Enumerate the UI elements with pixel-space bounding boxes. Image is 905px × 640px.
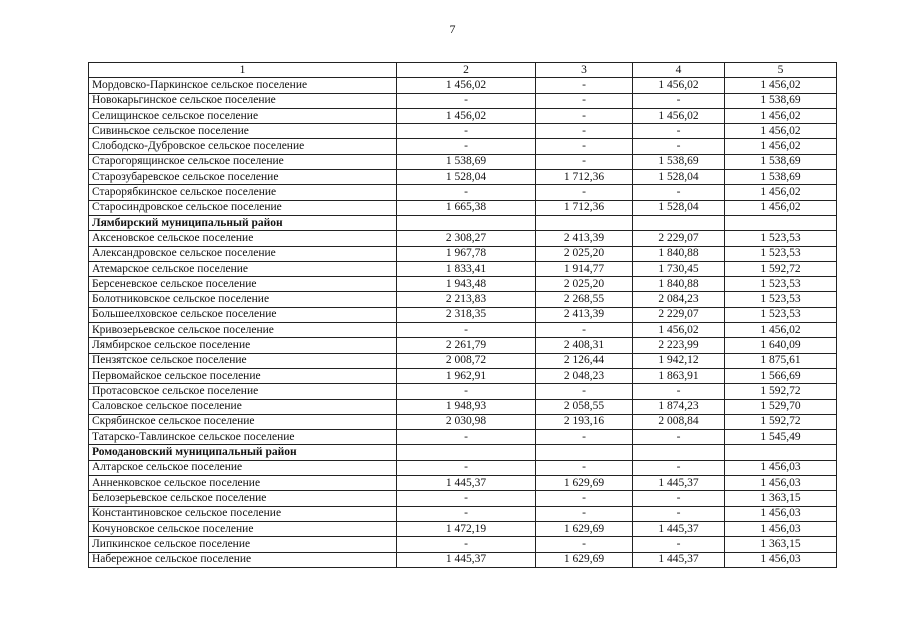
value-cell: 1 528,04 xyxy=(633,200,725,215)
value-cell: 1 445,37 xyxy=(633,476,725,491)
value-cell: 2 229,07 xyxy=(633,307,725,322)
value-cell: 1 523,53 xyxy=(725,307,837,322)
value-cell: 1 712,36 xyxy=(536,200,633,215)
settlement-name: Липкинское сельское поселение xyxy=(89,537,397,552)
table-row xyxy=(89,231,837,246)
value-cell: 1 712,36 xyxy=(536,170,633,185)
value-cell: - xyxy=(397,93,536,108)
value-cell: 1 529,70 xyxy=(725,399,837,414)
table-row xyxy=(89,292,837,307)
value-cell: 1 875,61 xyxy=(725,353,837,368)
district-name: Лямбирский муниципальный район xyxy=(89,215,397,230)
value-cell: 2 318,35 xyxy=(397,307,536,322)
settlement-name: Первомайское сельское поселение xyxy=(89,368,397,383)
column-header: 5 xyxy=(725,63,837,78)
section-row xyxy=(89,445,837,460)
value-cell: 1 538,69 xyxy=(725,170,837,185)
settlement-name: Мордовско-Паркинское сельское поселение xyxy=(89,78,397,93)
value-cell xyxy=(536,215,633,230)
value-cell: - xyxy=(536,93,633,108)
value-cell: - xyxy=(633,491,725,506)
value-cell: 2 025,20 xyxy=(536,246,633,261)
value-cell: - xyxy=(536,491,633,506)
value-cell: - xyxy=(633,384,725,399)
settlement-name: Атемарское сельское поселение xyxy=(89,261,397,276)
settlement-name: Кривозерьевское сельское поселение xyxy=(89,323,397,338)
value-cell xyxy=(633,215,725,230)
value-cell: 1 472,19 xyxy=(397,521,536,536)
settlement-name: Анненковское сельское поселение xyxy=(89,476,397,491)
value-cell: 2 308,27 xyxy=(397,231,536,246)
value-cell: 1 456,02 xyxy=(725,78,837,93)
value-cell: 1 363,15 xyxy=(725,537,837,552)
value-cell: 1 523,53 xyxy=(725,246,837,261)
value-cell: - xyxy=(397,139,536,154)
column-header: 3 xyxy=(536,63,633,78)
settlement-name: Кочуновское сельское поселение xyxy=(89,521,397,536)
table-row xyxy=(89,93,837,108)
table-row xyxy=(89,323,837,338)
table-row xyxy=(89,491,837,506)
column-header: 2 xyxy=(397,63,536,78)
value-cell: 2 408,31 xyxy=(536,338,633,353)
value-cell: 1 538,69 xyxy=(725,93,837,108)
table-row xyxy=(89,246,837,261)
value-cell: 1 914,77 xyxy=(536,261,633,276)
value-cell: 1 456,02 xyxy=(725,139,837,154)
value-cell: - xyxy=(397,323,536,338)
value-cell: - xyxy=(633,93,725,108)
value-cell: - xyxy=(397,384,536,399)
settlement-name: Белозерьевское сельское поселение xyxy=(89,491,397,506)
header-row xyxy=(89,63,837,78)
value-cell: 1 456,02 xyxy=(725,124,837,139)
value-cell: 1 456,02 xyxy=(725,200,837,215)
value-cell xyxy=(725,445,837,460)
settlement-name: Саловское сельское поселение xyxy=(89,399,397,414)
value-cell: 1 962,91 xyxy=(397,368,536,383)
value-cell: 1 942,12 xyxy=(633,353,725,368)
value-cell: 2 008,72 xyxy=(397,353,536,368)
value-cell: 2 048,23 xyxy=(536,368,633,383)
value-cell: - xyxy=(536,154,633,169)
value-cell: - xyxy=(397,430,536,445)
district-name: Ромодановский муниципальный район xyxy=(89,445,397,460)
settlement-name: Константиновское сельское поселение xyxy=(89,506,397,521)
value-cell: 1 640,09 xyxy=(725,338,837,353)
value-cell: - xyxy=(536,78,633,93)
value-cell: 2 413,39 xyxy=(536,307,633,322)
value-cell: - xyxy=(536,537,633,552)
value-cell: 1 538,69 xyxy=(397,154,536,169)
value-cell: 1 445,37 xyxy=(633,552,725,567)
value-cell xyxy=(633,445,725,460)
column-header: 1 xyxy=(89,63,397,78)
value-cell: - xyxy=(536,108,633,123)
table-row xyxy=(89,139,837,154)
value-cell: 1 456,02 xyxy=(633,108,725,123)
value-cell: 1 456,02 xyxy=(633,78,725,93)
table-row xyxy=(89,476,837,491)
value-cell: 2 229,07 xyxy=(633,231,725,246)
value-cell: 1 445,37 xyxy=(397,552,536,567)
value-cell: 1 456,03 xyxy=(725,476,837,491)
value-cell: - xyxy=(397,491,536,506)
table-row xyxy=(89,78,837,93)
value-cell: 1 456,02 xyxy=(725,323,837,338)
table-row xyxy=(89,170,837,185)
value-cell: 1 523,53 xyxy=(725,231,837,246)
value-cell: 1 943,48 xyxy=(397,277,536,292)
value-cell: - xyxy=(536,185,633,200)
value-cell: 1 456,02 xyxy=(397,108,536,123)
value-cell: 1 445,37 xyxy=(633,521,725,536)
value-cell: - xyxy=(633,506,725,521)
value-cell: - xyxy=(633,537,725,552)
table-row xyxy=(89,124,837,139)
table-row xyxy=(89,353,837,368)
settlement-name: Татарско-Тавлинское сельское поселение xyxy=(89,430,397,445)
table-row xyxy=(89,537,837,552)
value-cell: 1 445,37 xyxy=(397,476,536,491)
value-cell: - xyxy=(633,124,725,139)
table-row xyxy=(89,521,837,536)
value-cell xyxy=(536,445,633,460)
settlement-name: Берсеневское сельское поселение xyxy=(89,277,397,292)
value-cell: - xyxy=(397,185,536,200)
settlement-name: Протасовское сельское поселение xyxy=(89,384,397,399)
value-cell: 1 523,53 xyxy=(725,292,837,307)
value-cell: 1 538,69 xyxy=(633,154,725,169)
value-cell: 1 833,41 xyxy=(397,261,536,276)
value-cell: 1 456,03 xyxy=(725,460,837,475)
value-cell: - xyxy=(536,139,633,154)
table-row xyxy=(89,185,837,200)
table-row xyxy=(89,277,837,292)
value-cell: - xyxy=(397,124,536,139)
value-cell: 1 566,69 xyxy=(725,368,837,383)
table-row xyxy=(89,200,837,215)
value-cell: 1 592,72 xyxy=(725,384,837,399)
table-row xyxy=(89,399,837,414)
settlement-name: Старорябкинское сельское поселение xyxy=(89,185,397,200)
value-cell: 1 456,03 xyxy=(725,552,837,567)
value-cell: 1 528,04 xyxy=(397,170,536,185)
value-cell: 1 456,02 xyxy=(633,323,725,338)
value-cell: 2 193,16 xyxy=(536,414,633,429)
table-row xyxy=(89,108,837,123)
value-cell: 1 948,93 xyxy=(397,399,536,414)
tariff-table xyxy=(88,62,837,568)
value-cell: 1 592,72 xyxy=(725,261,837,276)
value-cell: - xyxy=(633,430,725,445)
value-cell: 1 874,23 xyxy=(633,399,725,414)
table-row xyxy=(89,460,837,475)
value-cell: 1 523,53 xyxy=(725,277,837,292)
value-cell: 2 084,23 xyxy=(633,292,725,307)
table-row xyxy=(89,368,837,383)
value-cell: 1 456,03 xyxy=(725,506,837,521)
value-cell: 2 261,79 xyxy=(397,338,536,353)
value-cell: - xyxy=(536,460,633,475)
value-cell: 1 629,69 xyxy=(536,521,633,536)
table-row xyxy=(89,154,837,169)
value-cell: 2 008,84 xyxy=(633,414,725,429)
value-cell: - xyxy=(536,430,633,445)
settlement-name: Алтарское сельское поселение xyxy=(89,460,397,475)
value-cell: 2 223,99 xyxy=(633,338,725,353)
table-row xyxy=(89,261,837,276)
value-cell: 2 030,98 xyxy=(397,414,536,429)
value-cell xyxy=(397,215,536,230)
settlement-name: Аксеновское сельское поселение xyxy=(89,231,397,246)
value-cell: 1 730,45 xyxy=(633,261,725,276)
settlement-name: Сивиньское сельское поселение xyxy=(89,124,397,139)
table-row xyxy=(89,414,837,429)
value-cell: 1 456,03 xyxy=(725,521,837,536)
value-cell: 2 025,20 xyxy=(536,277,633,292)
table-row xyxy=(89,552,837,567)
value-cell: 1 538,69 xyxy=(725,154,837,169)
table-row xyxy=(89,430,837,445)
table-row xyxy=(89,384,837,399)
settlement-name: Слободско-Дубровское сельское поселение xyxy=(89,139,397,154)
value-cell: 1 363,15 xyxy=(725,491,837,506)
value-cell: 1 863,91 xyxy=(633,368,725,383)
value-cell: 1 840,88 xyxy=(633,277,725,292)
value-cell: - xyxy=(633,139,725,154)
value-cell: - xyxy=(536,506,633,521)
value-cell: - xyxy=(633,185,725,200)
table-body xyxy=(89,78,837,568)
settlement-name: Набережное сельское поселение xyxy=(89,552,397,567)
settlement-name: Селищинское сельское поселение xyxy=(89,108,397,123)
table-row xyxy=(89,307,837,322)
value-cell: 2 213,83 xyxy=(397,292,536,307)
value-cell: 2 058,55 xyxy=(536,399,633,414)
value-cell: 1 545,49 xyxy=(725,430,837,445)
value-cell: 1 592,72 xyxy=(725,414,837,429)
value-cell: 2 413,39 xyxy=(536,231,633,246)
settlement-name: Александровское сельское поселение xyxy=(89,246,397,261)
value-cell: - xyxy=(536,384,633,399)
value-cell: 1 629,69 xyxy=(536,476,633,491)
value-cell: 1 456,02 xyxy=(725,185,837,200)
value-cell: - xyxy=(397,460,536,475)
value-cell: - xyxy=(536,124,633,139)
value-cell: 1 629,69 xyxy=(536,552,633,567)
value-cell: 2 126,44 xyxy=(536,353,633,368)
table-row xyxy=(89,338,837,353)
value-cell: - xyxy=(536,323,633,338)
settlement-name: Старосиндровское сельское поселение xyxy=(89,200,397,215)
settlement-name: Старогорящинское сельское поселение xyxy=(89,154,397,169)
settlement-name: Большеелховское сельское поселение xyxy=(89,307,397,322)
value-cell: 1 840,88 xyxy=(633,246,725,261)
settlement-name: Пензятское сельское поселение xyxy=(89,353,397,368)
settlement-name: Старозубаревское сельское поселение xyxy=(89,170,397,185)
section-row xyxy=(89,215,837,230)
settlement-name: Болотниковское сельское поселение xyxy=(89,292,397,307)
value-cell: - xyxy=(397,537,536,552)
value-cell: - xyxy=(633,460,725,475)
page-number: 7 xyxy=(449,22,456,36)
value-cell xyxy=(725,215,837,230)
table-row xyxy=(89,506,837,521)
value-cell: 1 528,04 xyxy=(633,170,725,185)
value-cell: 2 268,55 xyxy=(536,292,633,307)
value-cell: 1 967,78 xyxy=(397,246,536,261)
value-cell: - xyxy=(397,506,536,521)
settlement-name: Лямбирское сельское поселение xyxy=(89,338,397,353)
column-header: 4 xyxy=(633,63,725,78)
value-cell xyxy=(397,445,536,460)
value-cell: 1 665,38 xyxy=(397,200,536,215)
value-cell: 1 456,02 xyxy=(725,108,837,123)
settlement-name: Новокарьгинское сельское поселение xyxy=(89,93,397,108)
value-cell: 1 456,02 xyxy=(397,78,536,93)
settlement-name: Скрябинское сельское поселение xyxy=(89,414,397,429)
